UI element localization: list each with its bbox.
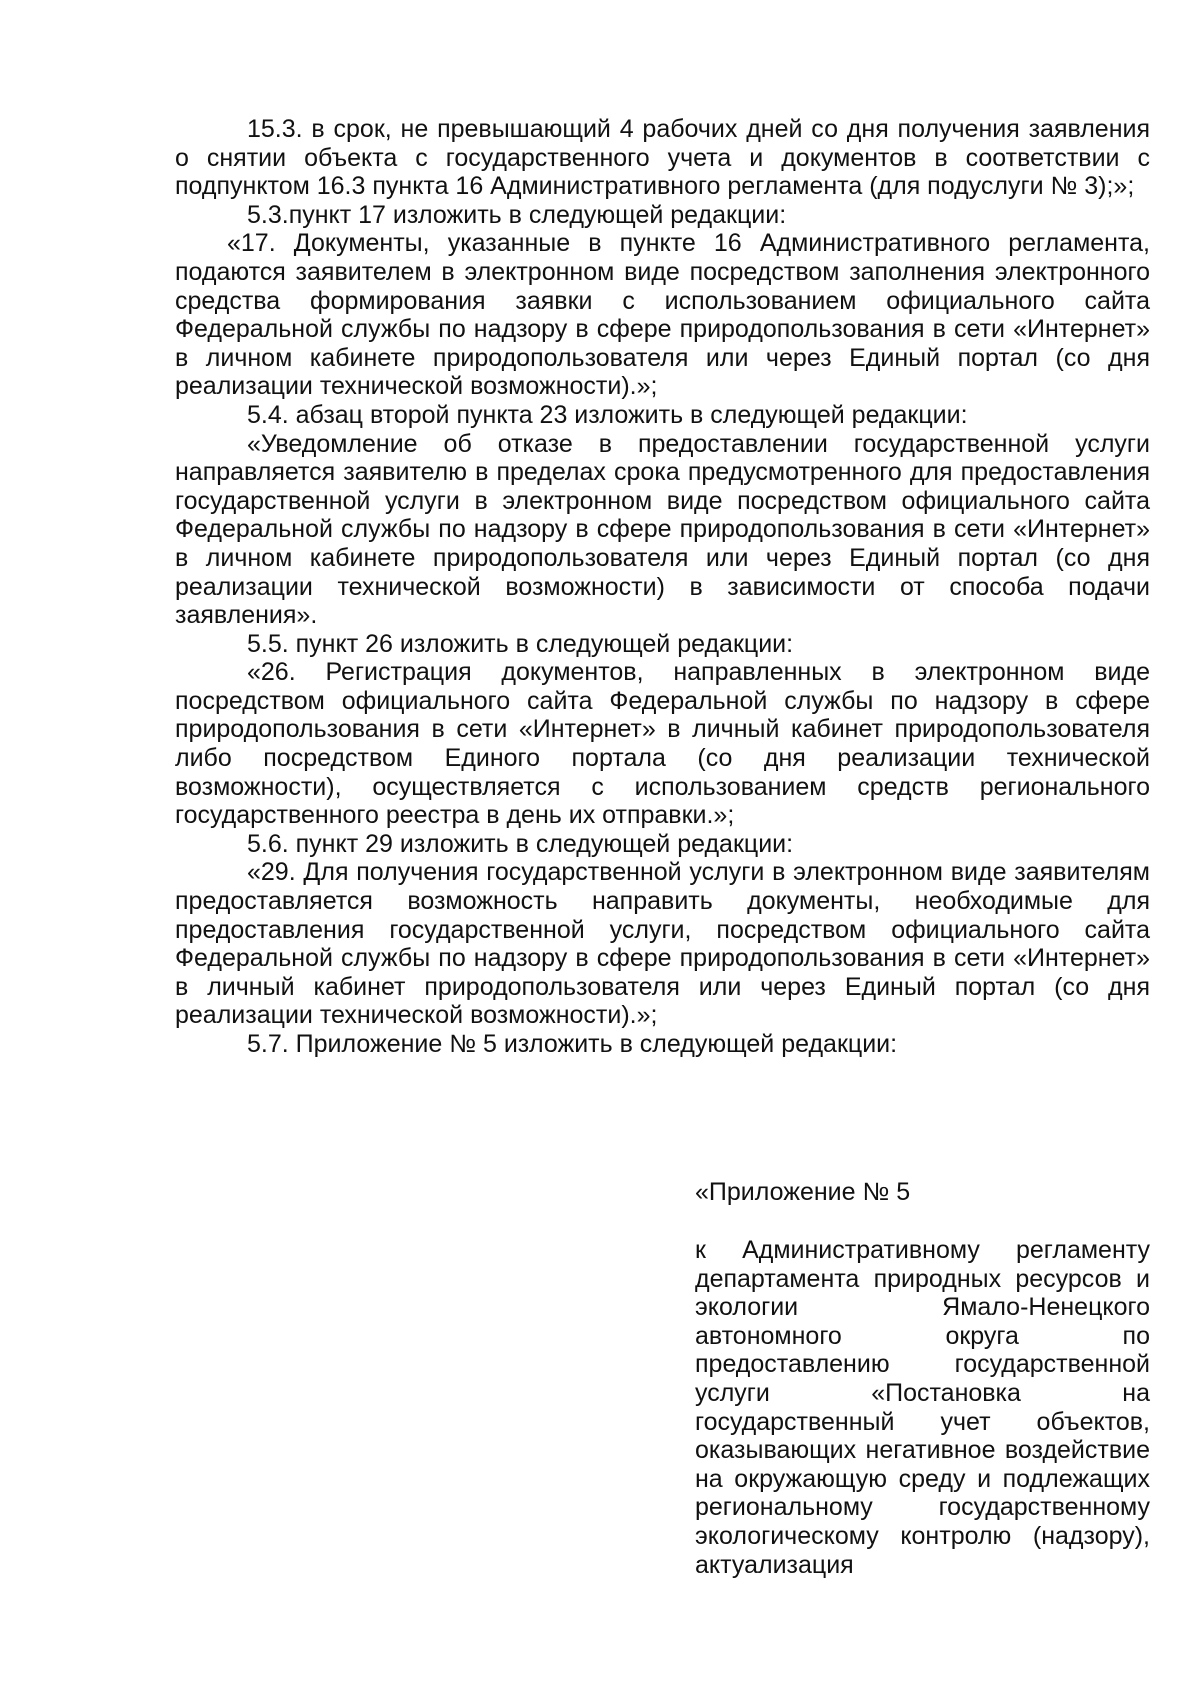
paragraph-notification: «Уведомление об отказе в предоставлении государственной услуги направляется заявителю в пределах срока предусмотренного для предоставления государственной услуги в электронном виде посредством официального сайта Федеральной службы по надзору в сфере природопользования в сети «Интернет» в личном кабинете природопользователя или через Единый портал (со дня реализации технической возможности) в зависимости от способа подачи заявления». [175,429,1150,630]
paragraph-5-7: 5.7. Приложение № 5 изложить в следующей редакции: [247,1030,898,1058]
paragraph-5-5: 5.5. пункт 26 изложить в следующей редакции: [247,629,794,658]
paragraph-5-3: 5.3.пункт 17 изложить в следующей редакции: [247,200,787,229]
paragraph-item-17: «17. Документы, указанные в пункте 16 Административного регламента, подаются заявителем в электронном виде посредством заполнения электронного средства формирования заявки с использованием официального сайта Федеральной службы по надзору в сфере природопользования в сети «Интернет» в личном кабинете природопользователя или через Единый портал (со дня реализации технической возможности).»; [175,229,1150,401]
document-body [175,115,1150,1059]
paragraph-5-4: 5.4. абзац второй пункта 23 изложить в следующей редакции: [247,400,968,429]
appendix-title: «Приложение № 5 [695,1178,911,1206]
paragraph-5-6: 5.6. пункт 29 изложить в следующей редакции: [247,829,794,858]
paragraph-item-26: «26. Регистрация документов, направленных в электронном виде посредством официального сайта Федеральной службы по надзору в сфере природопользования в сети «Интернет» в личный кабинет природопользователя либо посредством Единого портала (со дня реализации технической возможности), осуществляется с использованием средств регионального государственного реестра в день их отправки.»; [175,658,1150,830]
paragraph-item-29: «29. Для получения государственной услуги в электронном виде заявителям предоставляется возможность направить документы, необходимые для предоставления государственной услуги, посредством официального сайта Федеральной службы по надзору в сфере природопользования в сети «Интернет» в личный кабинет природопользователя или через Единый портал (со дня реализации технической возможности).»; [175,858,1150,1030]
paragraph-15-3: 15.3. в срок, не превышающий 4 рабочих дней со дня получения заявления о снятии объекта с государственного учета и документов в соответствии с подпунктом 16.3 пункта 16 Административного регламента (для подуслуги № 3);»; [175,115,1150,201]
appendix-reference: к Административному регламенту департамента природных ресурсов и экологии Ямало-Ненецкого автономного округа по предоставлению государственной услуги «Постановка на государственный учет объектов, оказывающих негативное воздействие на окружающую среду и подлежащих региональному государственному экологическому контролю (надзору), актуализация [695,1236,1150,1579]
